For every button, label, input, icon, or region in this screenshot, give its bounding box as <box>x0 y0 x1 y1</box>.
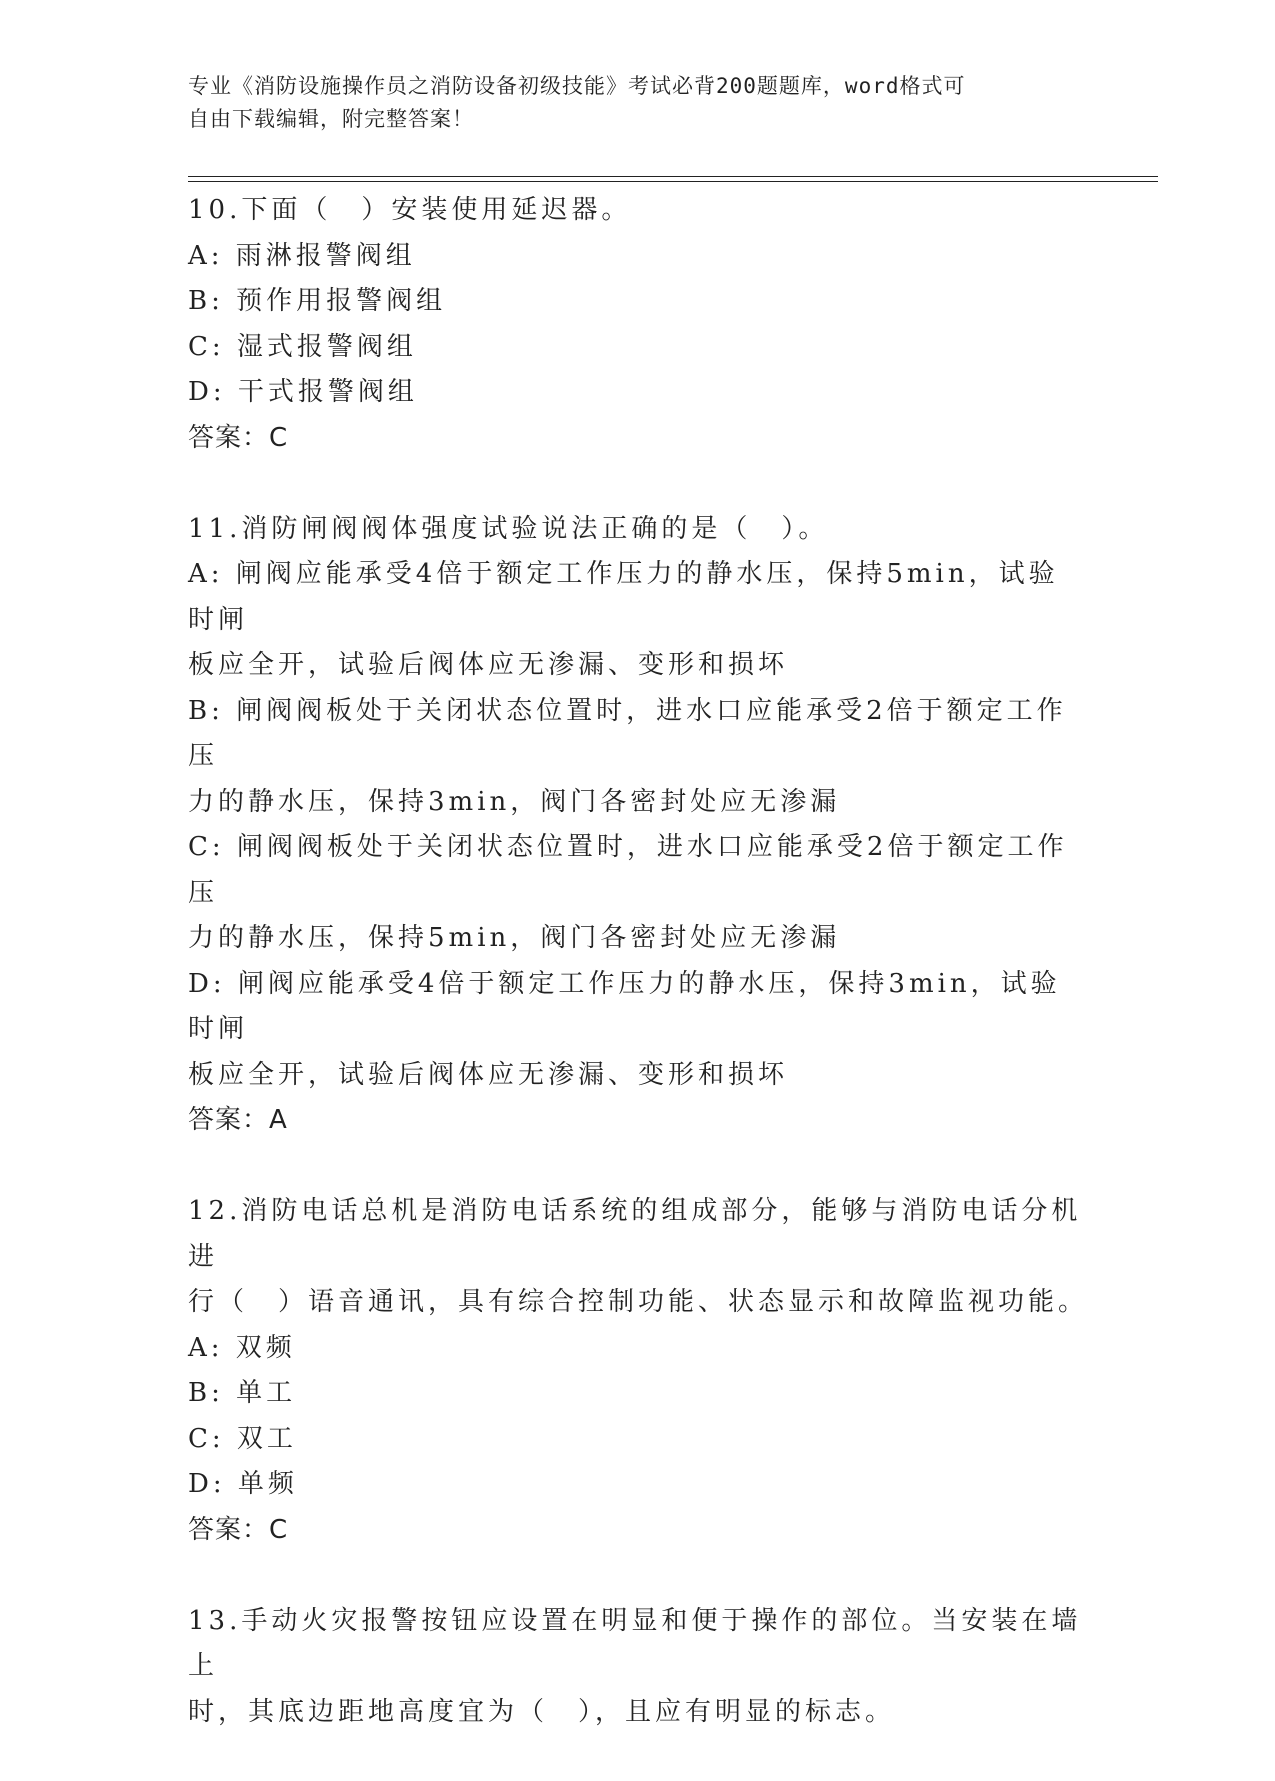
answer-option: 板应全开，试验后阀体应无渗漏、变形和损坏 <box>188 650 789 680</box>
question-block <box>188 188 1088 461</box>
question-block <box>188 1189 1088 1553</box>
answer-option: 力的静水压，保持3min，阀门各密封处应无渗漏 <box>188 786 841 817</box>
header-line-1: 专业《消防设施操作员之消防设备初级技能》考试必背200题题库，word格式可 <box>188 74 966 98</box>
answer-option: C: 湿式报警阀组 <box>188 331 417 362</box>
answer-option: C: 闸阀阀板处于关闭状态位置时，进水口应能承受2倍于额定工作压 <box>188 832 1068 908</box>
question-block <box>188 1599 1088 1736</box>
question-stem: 12.消防电话总机是消防电话系统的组成部分，能够与消防电话分机进 <box>188 1196 1082 1272</box>
question-stem: 11.消防闸阀阀体强度试验说法正确的是（ ）。 <box>188 513 829 544</box>
answer-option: 力的静水压，保持5min，阀门各密封处应无渗漏 <box>188 923 841 953</box>
answer-option: D: 闸阀应能承受4倍于额定工作压力的静水压，保持3min，试验时闸 <box>188 968 1061 1044</box>
answer-option: C: 双工 <box>188 1423 297 1454</box>
answer-option: 板应全开，试验后阀体应无渗漏、变形和损坏 <box>188 1059 789 1090</box>
answer-option: A: 雨淋报警阀组 <box>188 240 416 271</box>
question-list <box>188 188 1088 1781</box>
answer-key: 答案：A <box>188 1105 288 1135</box>
answer-option: D: 干式报警阀组 <box>188 377 418 407</box>
answer-option: B: 闸阀阀板处于关闭状态位置时，进水口应能承受2倍于额定工作压 <box>188 695 1067 771</box>
question-stem: 时，其底边距地高度宜为（ ），且应有明显的标志。 <box>188 1696 896 1727</box>
answer-option: D: 单频 <box>188 1469 298 1499</box>
question-block <box>188 507 1088 1144</box>
question-stem: 10.下面（ ）安装使用延迟器。 <box>188 195 632 225</box>
document-header <box>188 70 1088 136</box>
answer-key: 答案：C <box>188 422 289 453</box>
answer-key: 答案：C <box>188 1514 289 1545</box>
header-divider-bottom <box>188 181 1158 182</box>
answer-option: B: 单工 <box>188 1378 297 1408</box>
header-divider-top <box>188 176 1158 177</box>
answer-option: B: 预作用报警阀组 <box>188 286 447 316</box>
header-line-2: 自由下载编辑，附完整答案！ <box>188 107 474 131</box>
question-stem: 13.手动火灾报警按钮应设置在明显和便于操作的部位。当安装在墙上 <box>188 1605 1082 1681</box>
question-stem: 行（ ）语音通讯，具有综合控制功能、状态显示和故障监视功能。 <box>188 1287 1089 1317</box>
answer-option: A: 双频 <box>188 1332 296 1363</box>
answer-option: A: 闸阀应能承受4倍于额定工作压力的静水压，保持5min，试验时闸 <box>188 559 1059 635</box>
